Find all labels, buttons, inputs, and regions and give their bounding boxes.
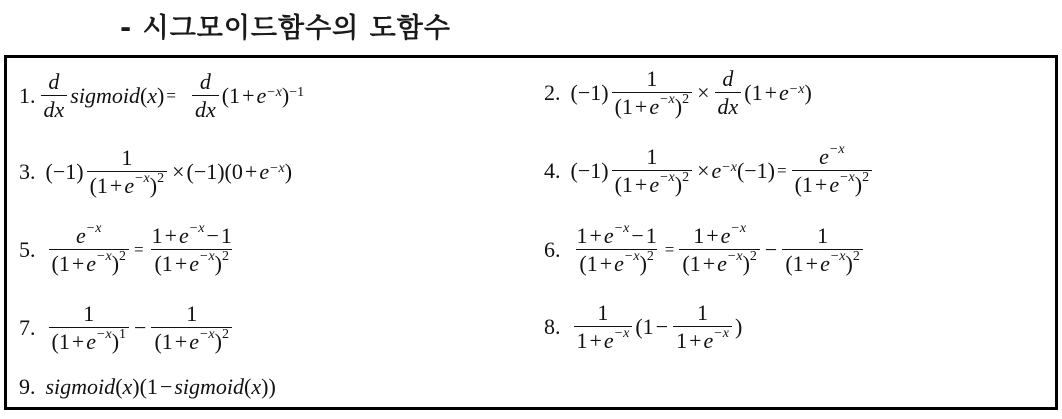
equation-8: 8. $\frac{1}{1+e^{-x}}$ (1 − $\frac{1}{1+e^{-x}}$ ) — [544, 300, 743, 354]
equation-4: 4. (−1) $\frac{1}{(1+e^{-x})^2}$ × e $^{-x}$ (−1) = $\frac{e^{-x}}{(1+e^{-x})^2}$ — [544, 145, 875, 196]
equation-number: 8. — [544, 313, 561, 339]
equation-5: 5. $\frac{e^{-x}}{(1+e^{-x})^2}$ = $\frac{1+e^{-x}-1}{(1+e^{-x})^2}$ — [19, 220, 232, 277]
equation-box — [4, 55, 1058, 410]
equation-number: 6. — [544, 236, 561, 262]
equation-number: 7. — [19, 314, 36, 340]
equation-number: 4. — [544, 157, 561, 183]
equation-2: 2. (−1) $\frac{1}{(1+e^{-x})^2}$ × $\frac{d}{dx}$ (1 + e $^{-x}$ ) — [544, 66, 812, 120]
equation-3: 3. (−1) $\frac{1}{(1+e^{-x})^2}$ × (−1)(0 + e $^{-x}$ ) — [19, 145, 293, 199]
equation-number: 2. — [544, 79, 561, 105]
equation-number: 9. — [19, 374, 36, 399]
equation-7: 7. $\frac{1}{(1+e^{-x})^1}$ − $\frac{1}{(1+e^{-x})^2}$ — [19, 302, 235, 353]
equation-number: 5. — [19, 236, 36, 262]
equation-number: 1. — [19, 82, 36, 108]
equation-9: 9. sigmoid ( x )(1 − sigmoid ( x )) — [19, 374, 276, 399]
equation-number: 3. — [19, 158, 36, 184]
page-title: - 시그모이드함수의 도함수 — [120, 13, 451, 44]
equation-1: 1. $\frac{d}{dx}$ sigmoid ( x ) = $\frac{d}{dx}$ (1 + e $^{-x}$ ) $^{-1}$ — [19, 69, 305, 123]
equation-6: 6. $\frac{1+e^{-x}-1}{(1+e^{-x})^2}$ = $\frac{1+e^{-x}}{(1+e^{-x})^2}$ − $\frac{1}{(1+e^{-x})^2}$ — [544, 224, 866, 275]
